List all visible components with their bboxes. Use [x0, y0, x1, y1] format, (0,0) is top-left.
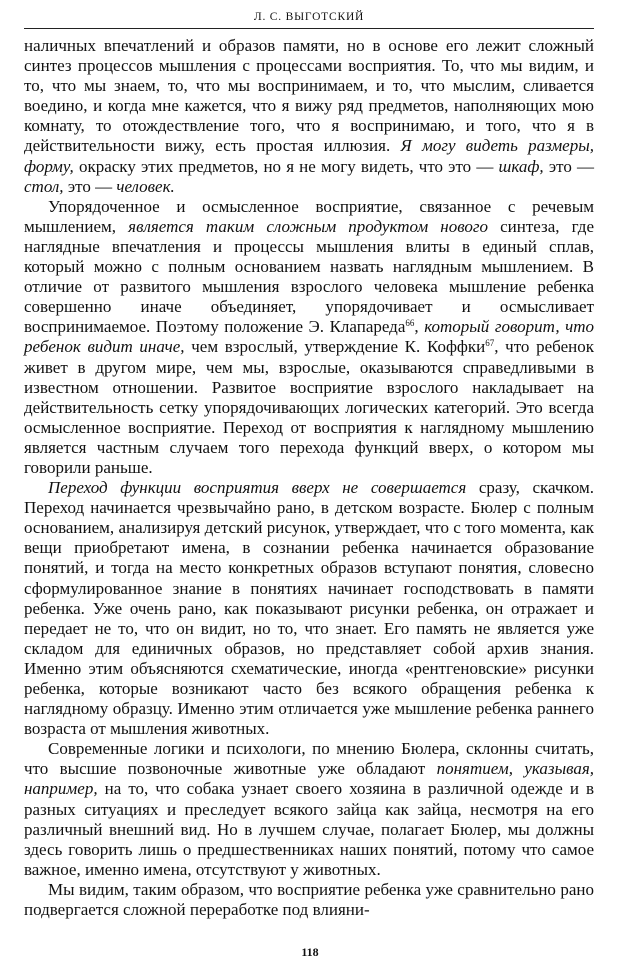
emphasis-text: шкаф, — [498, 156, 544, 176]
emphasis-text: Я могу видеть размеры, форму, — [24, 136, 594, 176]
header-rule — [24, 28, 594, 29]
paragraph — [24, 478, 594, 739]
footnote-ref: 67 — [485, 338, 495, 349]
page-number: 118 — [301, 945, 319, 959]
text-run: , — [414, 317, 425, 337]
text-run: чем взрослый, утверждение К. Коффки — [184, 337, 486, 357]
text-run: Мы видим, таким образом, что восприятие ребенка уже сравнительно рано подвергается сложной переработке под влияни- — [24, 879, 594, 920]
text-run: Упорядоченное и осмысленное восприятие, связанное с речевым мышлением, — [24, 196, 594, 236]
paragraph — [24, 880, 594, 920]
text-run: сразу, скачком. Переход начинается чрезвычайно рано, в детском возрасте. Бюлер с полным основанием, анализируя детский рисунок, утверждает, что с того момента, как вещи приобретают имена, в сознании ребенка начинается образование понятий, и тогда на место конкретных образов вступают понятия, словесно сформулированное знание в понятиях начинает господствовать в памяти ребенка. Уже очень рано, как показывают рисунки ребенка, он отражает и передает не то, что он видит, но то, что знает. Его память не является уже складом для единичных образов, но представляет собой архив знания. Именно этим объясняются схематические, иногда «рентгеновские» рисунки ребенка, которые возникают часто без всякого обращения ребенка к наглядному образцу. Именно этим отличается уже мышление ребенка раннего возраста от мышления животных. — [24, 478, 594, 739]
text-run: это — — [63, 176, 117, 196]
paragraph — [24, 36, 594, 197]
emphasis-text: который говорит, что ребенок видит иначе, — [24, 317, 594, 357]
emphasis-text: человек. — [116, 176, 175, 196]
paragraph — [24, 739, 594, 880]
text-run: окраску этих предметов, но я не могу видеть, что это — — [73, 156, 499, 176]
text-run: это — — [543, 156, 594, 176]
body-text — [24, 36, 594, 920]
text-run: синтеза, где наглядные впечатления и процессы мышления влиты в единый сплав, который можно с полным основанием назвать наглядным мышлением. В отличие от развитого мышления взрослого человека мышление ребенка совершенно иначе объединяет, упорядочивает и осмысливает воспринимаемое. Поэтому положение Э. Клапареда — [24, 216, 594, 337]
running-head: Л. С. ВЫГОТСКИЙ — [253, 11, 365, 23]
emphasis-text: является таким сложным продуктом нового — [128, 216, 489, 236]
emphasis-text: стол, — [24, 176, 64, 196]
footnote-ref: 66 — [405, 318, 415, 329]
text-run: Современные логики и психологи, по мнению Бюлера, склонны считать, что высшие позвоночные животные уже обладают — [24, 739, 594, 779]
text-run: , что ребенок живет в другом мире, чем мы, взрослые, оказываются справедливыми в известном отношении. Развитое восприятие взрослого накладывает на действительность сетку упорядочивающих логических категорий. Это всегда осмысленное восприятие. Переход от восприятия к наглядному мышлению является частным случаем того перехода функций вверх, о котором мы говорили раньше. — [24, 337, 594, 477]
emphasis-text: Переход функции восприятия вверх не совершается — [48, 478, 467, 498]
emphasis-text: понятием, указывая, например, — [24, 759, 594, 799]
text-run: наличных впечатлений и образов памяти, но в основе его лежит сложный синтез процессов мышления с процессами восприятия. То, что мы видим, и то, что мы знаем, то, что мы воспринимаем, и то, что мыслим, сливается воедино, и когда мне кажется, что я вижу ряд предметов, наполняющих мою комнату, то отождествление того, что я воспринимаю, и того, что я в действительности вижу, есть простая иллюзия. — [24, 36, 594, 156]
text-run: на то, что собака узнает своего хозяина в различной одежде и в разных ситуациях и преследует всякого зайца как зайца, несмотря на его различный внешний вид. Но в лучшем случае, полагает Бюлер, мы должны здесь говорить лишь о предшественниках наших понятий, потому что самое важное, именно имена, отсутствуют у животных. — [24, 779, 594, 879]
paragraph — [24, 197, 594, 478]
